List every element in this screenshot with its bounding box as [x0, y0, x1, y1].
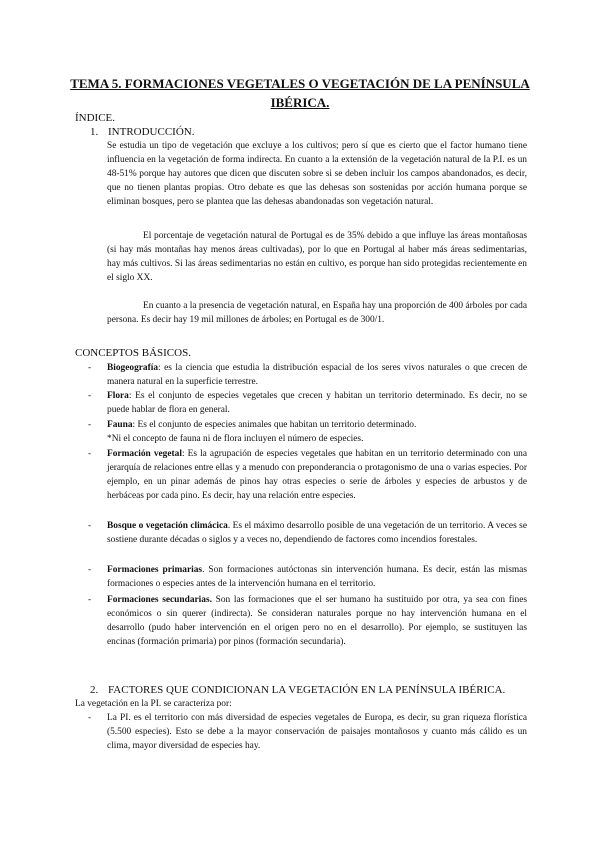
- concept-term: Formaciones secundarias.: [107, 595, 212, 605]
- concept-text: . Son formaciones autóctonas sin intervención humana. Es decir, están las mismas formaciones o especies antes de la intervención humana en el territorio.: [107, 565, 527, 589]
- intro-paragraph-3: En cuanto a la presencia de vegetación natural, en España hay una proporción de 400 árboles por cada persona. Es decir hay 19 mil millones de árboles; en Portugal es de 300/1.: [107, 301, 527, 325]
- concept-item: [88, 362, 527, 390]
- bullet-dash: -: [88, 713, 92, 723]
- concept-note: *Ni el concepto de fauna ni de flora incluyen el número de especies.: [107, 434, 364, 444]
- section-2-number: 2.: [90, 684, 99, 696]
- concept-item: [88, 419, 527, 433]
- concept-term: Biogeografía: [107, 363, 159, 373]
- concept-item: [88, 564, 527, 592]
- bullet-dash: -: [88, 391, 92, 401]
- concept-text: : Es el conjunto de especies vegetales que crecen y habitan un territorio determinado. Es decir, no se puede hablar de flora en general.: [107, 391, 527, 415]
- concept-term: Formación vegetal: [107, 449, 182, 459]
- bullet-dash: -: [88, 521, 92, 531]
- concepts-heading: CONCEPTOS BÁSICOS.: [75, 347, 191, 359]
- concept-item: [88, 390, 527, 418]
- section-1-heading: INTRODUCCIÓN.: [108, 126, 195, 138]
- section-1-number: 1.: [90, 126, 99, 138]
- bullet-dash: -: [88, 449, 92, 459]
- factor-text: La PI. es el territorio con más diversidad de especies vegetales de Europa, es decir, su gran riqueza florística (5.500 especies). Esto se debe a la mayor conservación de paisajes montañosos y cuanto más cálido es un clima, mayor diversidad de especies hay.: [107, 713, 527, 751]
- concept-term: Bosque o vegetación climácica: [107, 521, 228, 531]
- intro-paragraph-1: Se estudia un tipo de vegetación que excluye a los cultivos; pero sí que es cierto que el factor humano tiene influencia en la vegetación de forma indirecta. En cuanto a la extensión de la vegetación natural de la P.I. es un 48-51% porque hay autores que dicen que discuten sobre si se deben incluir los campos abandonados, es decir, que no tienen plantas propias. Otro debate es que las dehesas son sostenidas por acción humana porque se eliminan bosques, pero se plantea que las dehesas abandonadas son vegetación natural.: [107, 141, 527, 207]
- concept-text: . Es el máximo desarrollo posible de una vegetación de un territorio. A veces se sostiene durante décadas o siglos y a veces no, dependiendo de factores como incendios forestales.: [107, 521, 527, 545]
- bullet-dash: -: [88, 595, 92, 605]
- bullet-dash: -: [88, 420, 92, 430]
- section-2-heading: FACTORES QUE CONDICIONAN LA VEGETACIÓN EN LA PENÍNSULA IBÉRICA.: [108, 684, 506, 696]
- concept-text: Son las formaciones que el ser humano ha sustituido por otra, ya sea con fines económicos o sin querer (indirecta). Se consideran naturales porque no hay intervención humana en el desarrollo (pudo haber intervención en el origen pero no en el desarrollo). Por ejemplo, se sustituyen las encinas (formación primaria) por pinos (formación secundaria).: [107, 595, 527, 647]
- concept-text: : es la ciencia que estudia la distribución espacial de los seres vivos naturales o que crecen de manera natural en la superficie terrestre.: [107, 363, 527, 387]
- concept-term: Formaciones primarias: [107, 565, 203, 575]
- index-label: ÍNDICE.: [75, 112, 116, 124]
- concept-item: [88, 448, 527, 504]
- document-title: TEMA 5. FORMACIONES VEGETALES O VEGETACIÓN DE LA PENÍNSULA IBÉRICA.: [70, 76, 530, 110]
- concept-text: : Es la agrupación de especies vegetales que habitan en un territorio determinado con una jerarquía de relaciones entre ellas y a menudo con preponderancia o protagonismo de una o varias especies. Por ejemplo, en un pinar además de pinos hay otras especies o serie de árboles y especies de arbustos y de herbáceas por cada pino. Es decir, hay una relación entre especies.: [107, 449, 527, 501]
- concept-term: Fauna: [107, 420, 133, 430]
- bullet-dash: -: [88, 565, 92, 575]
- bullet-dash: -: [88, 363, 92, 373]
- intro-paragraph-2: El porcentaje de vegetación natural de Portugal es de 35% debido a que influye las áreas montañosas (si hay más montañas hay menos áreas cultivadas), por lo que en Portugal al haber más áreas sedimentarias, hay más cultivos. Si las áreas sedimentarias no están en cultivo, es porque han sido protegidas recientemente en el siglo XX.: [107, 231, 527, 283]
- concept-item: [88, 594, 527, 650]
- factor-item: [88, 712, 527, 754]
- concept-term: Flora: [107, 391, 129, 401]
- concept-item: [88, 520, 527, 548]
- concept-text: : Es el conjunto de especies animales que habitan un territorio determinado.: [132, 420, 417, 430]
- section-2-intro: La vegetación en la PI. se caracteriza por:: [75, 699, 232, 709]
